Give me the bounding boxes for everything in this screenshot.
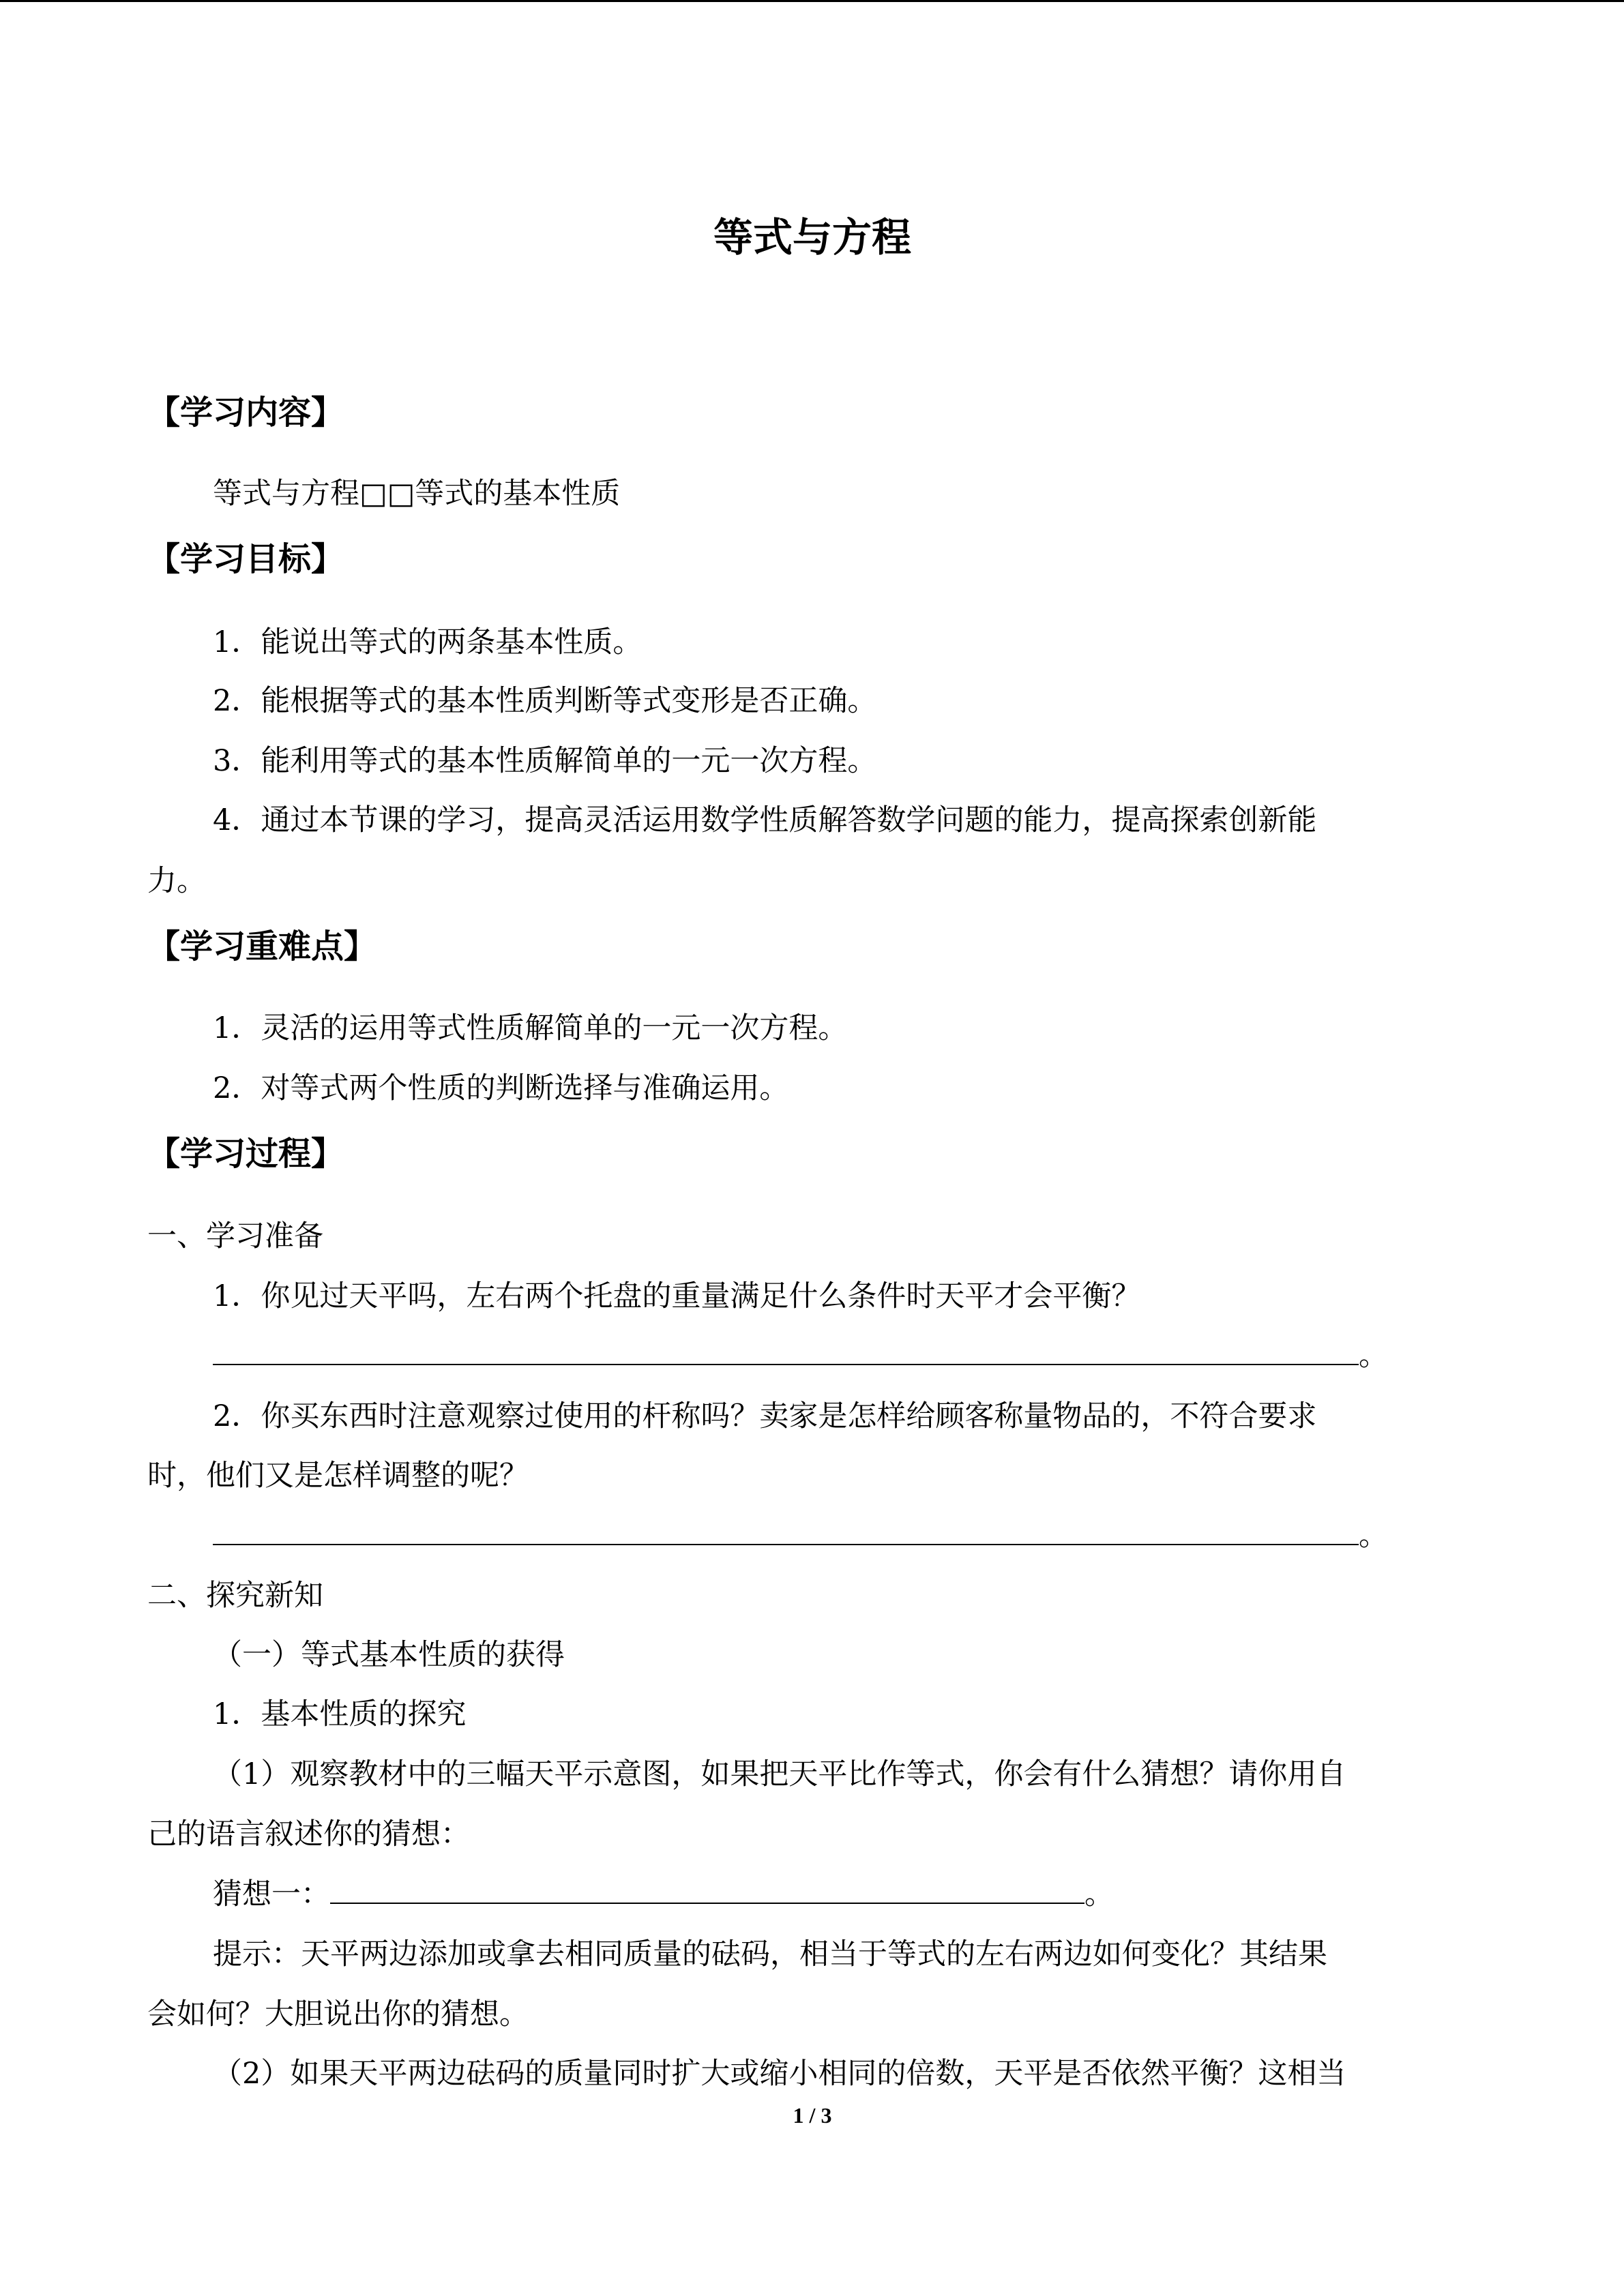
guess-period: 。 bbox=[1084, 1877, 1114, 1911]
observation-line2: 己的语言叙述你的猜想： bbox=[147, 1817, 470, 1851]
subsection-title: （一）等式基本性质的获得 bbox=[213, 1638, 565, 1672]
heading-learning-content: 【学习内容】 bbox=[147, 393, 344, 432]
answer-period: 。 bbox=[1359, 1519, 1388, 1553]
goal-item: 2．能根据等式的基本性质判断等式变形是否正确。 bbox=[213, 684, 877, 718]
prep-section-title: 一、学习准备 bbox=[147, 1219, 323, 1253]
heading-learning-goals: 【学习目标】 bbox=[147, 540, 344, 578]
answer-blank[interactable] bbox=[213, 1517, 1359, 1545]
goal-item: 3．能利用等式的基本性质解简单的一元一次方程。 bbox=[213, 744, 877, 778]
learning-content-text: 等式与方程□□等式的基本性质 bbox=[213, 477, 621, 511]
guess-blank[interactable] bbox=[330, 1875, 1084, 1904]
hint-line1: 提示：天平两边添加或拿去相同质量的砝码，相当于等式的左右两边如何变化？其结果 bbox=[213, 1937, 1327, 1971]
page-number: 1 / 3 bbox=[793, 2103, 832, 2128]
answer-period: 。 bbox=[1359, 1339, 1388, 1373]
keypoint-item: 1．灵活的运用等式性质解简单的一元一次方程。 bbox=[213, 1011, 848, 1045]
guess-label: 猜想一： bbox=[213, 1877, 330, 1911]
heading-learning-process: 【学习过程】 bbox=[147, 1135, 344, 1173]
goal-item: 1．能说出等式的两条基本性质。 bbox=[213, 625, 643, 659]
answer-line-1 bbox=[213, 1335, 1388, 1376]
prep-question-2-line2: 时，他们又是怎样调整的呢？ bbox=[147, 1459, 529, 1493]
keypoint-item: 2．对等式两个性质的判断选择与准确运用。 bbox=[213, 1071, 789, 1105]
hint-line2: 会如何？大胆说出你的猜想。 bbox=[147, 1997, 529, 2031]
explore-section-title: 二、探究新知 bbox=[147, 1579, 323, 1613]
answer-blank[interactable] bbox=[213, 1337, 1359, 1365]
heading-key-points: 【学习重难点】 bbox=[147, 927, 377, 966]
observation-line1: （1）观察教材中的三幅天平示意图，如果把天平比作等式，你会有什么猜想？请你用自 bbox=[213, 1757, 1346, 1791]
goal-item-continued: 力。 bbox=[147, 864, 206, 898]
subsection-item: 1．基本性质的探究 bbox=[213, 1697, 467, 1731]
question-3-line1: （2）如果天平两边砝码的质量同时扩大或缩小相同的倍数，天平是否依然平衡？这相当 bbox=[213, 2057, 1346, 2091]
document-title: 等式与方程 bbox=[713, 214, 911, 260]
prep-question-1: 1．你见过天平吗，左右两个托盘的重量满足什么条件时天平才会平衡？ bbox=[213, 1279, 1141, 1313]
answer-line-2 bbox=[213, 1515, 1388, 1556]
guess-line bbox=[213, 1874, 1114, 1915]
top-border bbox=[0, 0, 1624, 2]
goal-item: 4．通过本节课的学习，提高灵活运用数学性质解答数学问题的能力，提高探索创新能 bbox=[213, 803, 1317, 837]
prep-question-2-line1: 2．你买东西时注意观察过使用的杆称吗？卖家是怎样给顾客称量物品的，不符合要求 bbox=[213, 1399, 1317, 1433]
